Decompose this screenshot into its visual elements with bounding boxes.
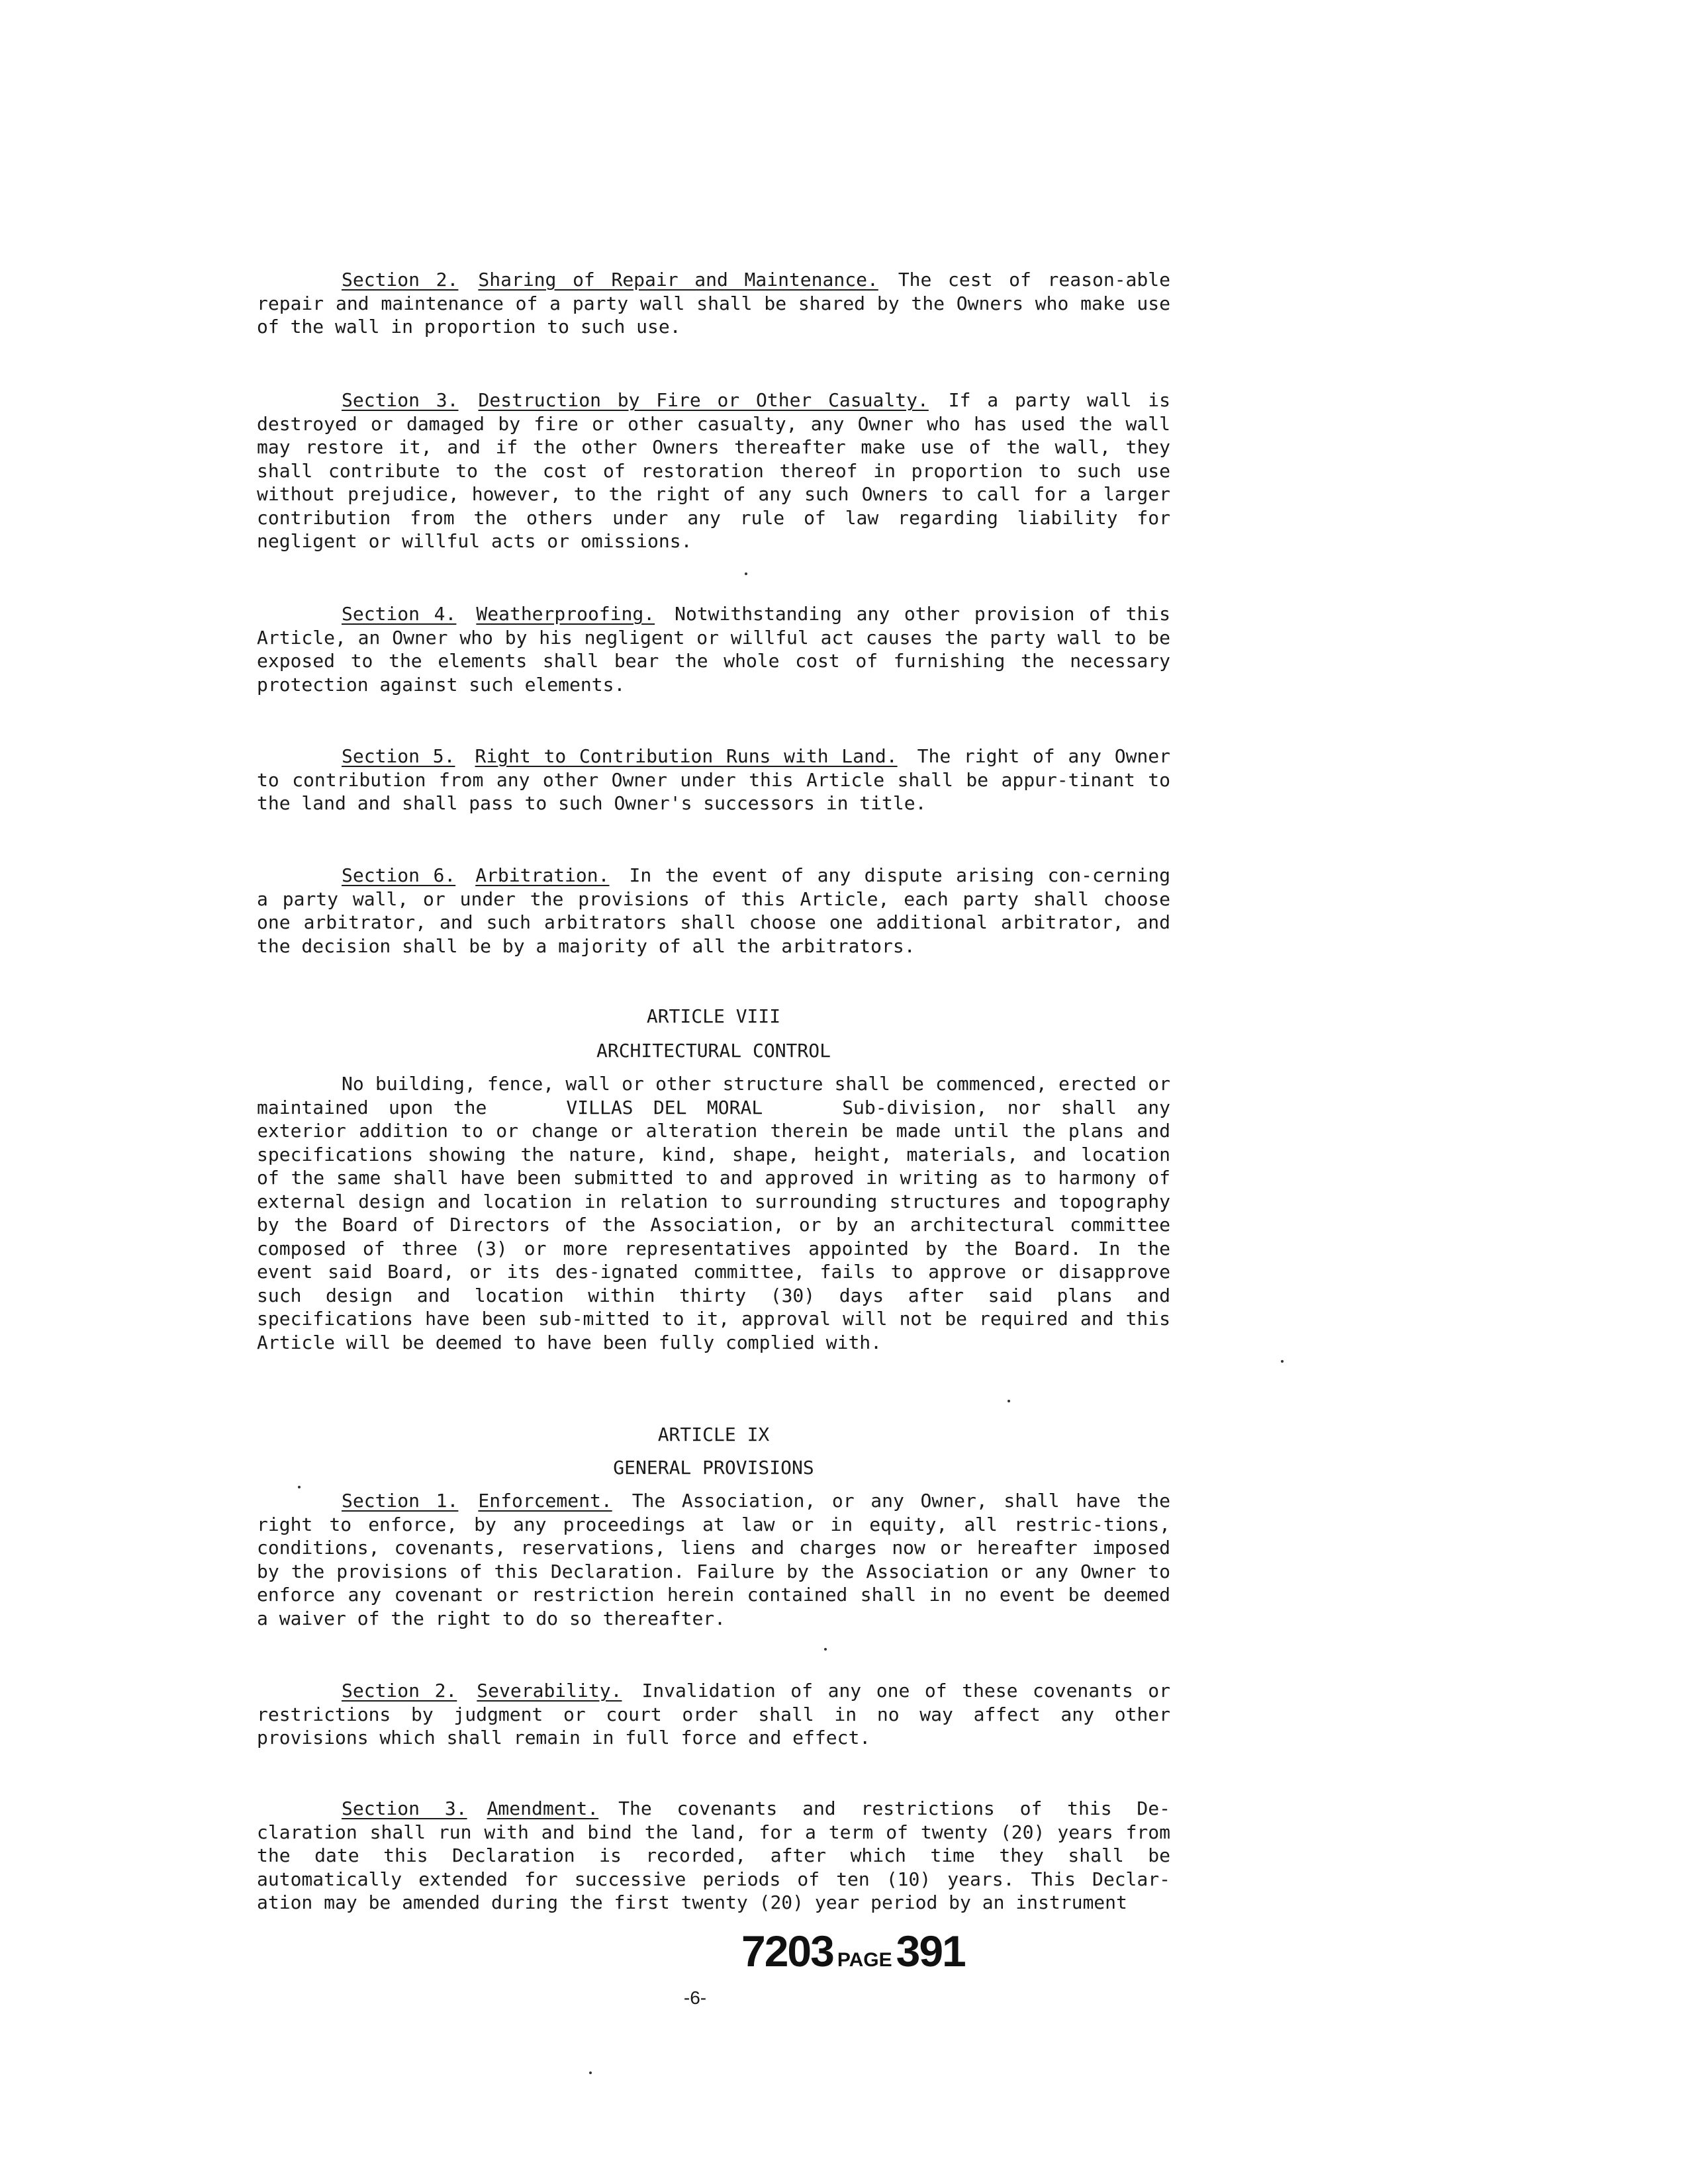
section-label: Section 2. [342, 269, 459, 291]
article-9-subheading: GENERAL PROVISIONS [613, 1457, 814, 1479]
section-body: In the event of any dispute arising con-cerning a party wall, or under the provisions of this Article, each party shall choose one arbitrator, and such arbitrators shall choose one additional arbitrator, and the decision shall be by a majority of all the arbitrators. [257, 864, 1170, 957]
scan-speck [745, 572, 747, 575]
article-8-subheading: ARCHITECTURAL CONTROL [596, 1040, 831, 1062]
section-3-amendment-paragraph [257, 1797, 1170, 1915]
article-8-heading: ARTICLE VIII [646, 1005, 781, 1027]
section-label: Section 2. [342, 1680, 457, 1702]
section-title: Weatherproofing. [476, 603, 655, 625]
section-6-arbitration-paragraph [257, 864, 1170, 958]
section-2-severability-paragraph [257, 1679, 1170, 1750]
section-label: Section 3. [342, 1797, 467, 1819]
section-title: Sharing of Repair and Maintenance. [478, 269, 878, 291]
section-title: Arbitration. [475, 864, 610, 886]
recorded-page-number: 391 [896, 1927, 965, 1976]
section-label: Section 1. [342, 1490, 459, 1512]
scan-speck [1281, 1360, 1284, 1363]
section-body: The Association, or any Owner, shall have the right to enforce, by any proceedings at law or in equity, all restric-tions, conditions, covenants, reservations, liens and charges now or hereafter imposed by the provisions of this Declaration. Failure by the Association or any Owner to enforce any covenant or restriction herein contained shall in no event be deemed a waiver of the right to do so thereafter. [257, 1490, 1170, 1629]
scan-speck [589, 2071, 592, 2074]
section-label: Section 4. [342, 603, 457, 625]
section-title: Right to Contribution Runs with Land. [475, 745, 898, 767]
article-8-body-start: No building, fence, wall or other structure shall be commenced, erected or maintained upon the [257, 1073, 1170, 1118]
section-4-weatherproofing-paragraph [257, 602, 1170, 696]
article-9-heading: ARTICLE IX [657, 1424, 770, 1445]
subdivision-name: VILLAS DEL MORAL [566, 1096, 763, 1118]
section-label: Section 5. [342, 745, 455, 767]
section-5-contribution-paragraph [257, 745, 1170, 815]
section-title: Amendment. [487, 1797, 599, 1819]
scan-speck [824, 1648, 827, 1651]
section-body: Notwithstanding any other provision of this Article, an Owner who by his negligent or willful act causes the party wall to be exposed to the elements shall bear the whole cost of furnishing the necessary protection against such elements. [257, 603, 1171, 696]
section-body: Invalidation of any one of these covenants or restrictions by judgment or court order shall in no way affect any other provisions which shall remain in full force and effect. [257, 1680, 1170, 1749]
section-body: The covenants and restrictions of this De-claration shall run with and bind the land, for a term of twenty (20) years from the date this Declaration is recorded, after which time they shall be automatically extended for successive periods of ten (10) years. This Declar-ation may be amended during the first twenty (20) year period by an instrument [257, 1797, 1171, 1913]
section-body: The right of any Owner to contribution from any other Owner under this Article shall be appur-tinant to the land and shall pass to such Owner's successors in title. [257, 745, 1170, 814]
section-2-sharing-paragraph [257, 268, 1170, 339]
section-3-destruction-paragraph [257, 388, 1170, 553]
section-label: Section 3. [342, 389, 459, 411]
section-body: If a party wall is destroyed or damaged by fire or other casualty, any Owner who has used the wall may restore it, and if the other Owners thereafter make use of the wall, they shall contribute to the cost of restoration thereof in proportion to such use without prejudice, however, to the right of any such Owners to call for a larger contribution from the others under any rule of law regarding liability for negligent or willful acts or omissions. [257, 389, 1170, 552]
section-label: Section 6. [342, 864, 456, 886]
scan-speck [298, 1486, 301, 1488]
book-page-stamp [741, 1926, 965, 1976]
page-word: PAGE [837, 1949, 892, 1971]
scan-speck [1008, 1400, 1010, 1402]
section-1-enforcement-paragraph [257, 1489, 1170, 1630]
book-number: 7203 [741, 1927, 833, 1976]
section-body: The cest of reason-able repair and maintenance of a party wall shall be shared by the Owners who make use of the wall in proportion to such use. [257, 269, 1170, 338]
section-title: Enforcement. [478, 1490, 612, 1512]
article-8-body-rest: Sub-division, nor shall any exterior addition to or change or alteration therein be made until the plans and specifications showing the nature, kind, shape, height, materials, and location of the same shall have been submitted to and approved in writing as to harmony of external design and location in relation to surrounding structures and topography by the Board of Directors of the Association, or by an architectural committee composed of three (3) or more representatives appointed by the Board. In the event said Board, or its des-ignated committee, fails to approve or disapprove such design and location within thirty (30) days after said plans and specifications have been sub-mitted to it, approval will not be required and this Article will be deemed to have been fully complied with. [257, 1096, 1170, 1353]
page-number: -6- [683, 1987, 707, 2008]
article-8-body-paragraph [257, 1072, 1170, 1354]
section-title: Destruction by Fire or Other Casualty. [478, 389, 929, 411]
section-title: Severability. [477, 1680, 622, 1702]
